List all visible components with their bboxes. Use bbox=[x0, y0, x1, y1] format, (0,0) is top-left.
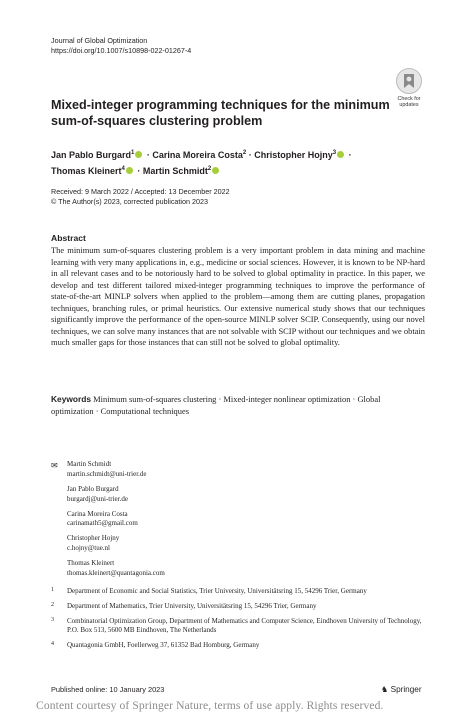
contact-email[interactable]: burgardj@uni-trier.de bbox=[67, 494, 128, 503]
affiliation-number: 4 bbox=[51, 641, 54, 648]
contact-email[interactable]: c.hojny@tue.nl bbox=[67, 544, 110, 553]
author-name[interactable]: Thomas Kleinert bbox=[51, 165, 122, 176]
affiliation-entry bbox=[51, 602, 431, 612]
publisher-name: Springer bbox=[390, 685, 422, 694]
abstract-text: The minimum sum-of-squares clustering problem is a very important problem in data mining and machine learning with very many applications in, e.g., medicine or social sciences. However, it is known to be NP-hard in all relevant cases and to be notoriously hard to be solved to global optimality in practice. In this paper, we develop and test different tailored mixed-integer programming techniques to improve the performance of state-of-the-art MINLP solvers when applied to the problem—among them are cutting planes, propagation techniques, branching rules, or primal heuristics. Our extensive numerical study shows that our techniques significantly improve the performance of the open-source MINLP solver SCIP. Consequently, using our novel techniques, we can solve many instances that are not solvable with SCIP without our techniques and we obtain much smaller gaps for those instances that can still not be solved to global optimality. bbox=[51, 245, 425, 347]
contact-email[interactable]: martin.schmidt@uni-trier.de bbox=[67, 469, 147, 478]
affiliation-entry bbox=[51, 587, 431, 597]
author-name[interactable]: Jan Pablo Burgard bbox=[51, 150, 132, 160]
affiliation-text: Department of Economic and Social Statistics, Trier University, Universitätsring 15, 54296 Trier, Germany bbox=[67, 587, 367, 595]
keywords-text: Minimum sum-of-squares clustering · Mixed-integer nonlinear optimization · Global optimization · Computational techniques bbox=[51, 394, 381, 416]
author-name[interactable]: Carina Moreira Costa bbox=[152, 150, 243, 160]
contact-entry bbox=[51, 460, 165, 479]
published-online: Published online: 10 January 2023 bbox=[51, 685, 165, 694]
badge-line2: updates bbox=[399, 102, 419, 108]
affiliation-number: 3 bbox=[51, 616, 54, 623]
paper-title: Mixed-integer programming techniques for the minimum sum-of-squares clustering problem bbox=[51, 98, 390, 128]
contact-entry bbox=[51, 534, 165, 553]
author-affil-marker: 3 bbox=[332, 150, 337, 156]
doi-link[interactable]: https://doi.org/10.1007/s10898-022-01267-4 bbox=[51, 46, 192, 55]
watermark-text: Content courtesy of Springer Nature, terms of use apply. Rights reserved. bbox=[36, 699, 384, 712]
affiliation-text: Quantagonia GmbH, Foellerweg 37, 61352 Bad Homburg, Germany bbox=[67, 641, 260, 650]
keywords-label: Keywords bbox=[51, 394, 92, 404]
contact-name: Carina Moreira Costa bbox=[67, 509, 128, 518]
contact-email[interactable]: thomas.kleinert@quantagonia.com bbox=[67, 568, 165, 577]
received-accepted: Received: 9 March 2022 / Accepted: 13 December 2022 bbox=[51, 187, 230, 196]
contact-entry bbox=[51, 510, 165, 529]
bookmark-icon bbox=[396, 68, 422, 94]
affiliation-number: 1 bbox=[51, 587, 54, 593]
journal-name: Journal of Global Optimization bbox=[51, 36, 148, 45]
contact-name: Martin Schmidt bbox=[67, 460, 112, 468]
copyright-line: © The Author(s) 2023, corrected publication 2023 bbox=[51, 197, 208, 206]
contact-entry bbox=[51, 559, 165, 578]
contact-name: Thomas Kleinert bbox=[67, 559, 115, 568]
affiliation-text: Department of Mathematics, Trier University, Universitätsring 15, 54296 Trier, Germany bbox=[67, 601, 317, 610]
contact-entry bbox=[51, 485, 165, 504]
affiliation-entry bbox=[51, 641, 431, 651]
springer-horse-icon: ♞ bbox=[381, 685, 389, 694]
author-affil-marker: 2 bbox=[242, 150, 247, 156]
keywords-section bbox=[51, 394, 425, 417]
contact-list bbox=[51, 460, 165, 584]
affiliation-number: 2 bbox=[51, 601, 54, 608]
orcid-icon[interactable] bbox=[135, 151, 142, 158]
orcid-icon[interactable] bbox=[212, 167, 219, 174]
author-affil-marker: 2 bbox=[207, 165, 212, 172]
author-name[interactable]: Martin Schmidt bbox=[142, 165, 208, 176]
orcid-icon[interactable] bbox=[337, 151, 344, 158]
badge-line1: Check for bbox=[397, 96, 421, 102]
publication-dates bbox=[51, 187, 230, 207]
contact-name: Christopher Hojny bbox=[67, 534, 120, 543]
affiliation-list bbox=[51, 587, 431, 656]
author-affil-marker: 4 bbox=[121, 165, 125, 172]
contact-name: Jan Pablo Burgard bbox=[67, 484, 119, 493]
contact-email[interactable]: carinamath5@gmail.com bbox=[67, 519, 138, 528]
author-list: Jan Pablo Burgard$^1$ · Carina Moreira Costa$^2$ · Christopher Hojny$^3$ · Thomas Kleinert$^4$ · Martin Schmidt$^2$ bbox=[51, 150, 352, 176]
orcid-icon[interactable] bbox=[126, 167, 133, 174]
author-name[interactable]: Christopher Hojny bbox=[254, 150, 333, 160]
abstract-heading: Abstract bbox=[51, 233, 86, 243]
author-affil-marker: 1 bbox=[131, 150, 135, 156]
affiliation-text: Combinatorial Optimization Group, Department of Mathematics and Computer Science, Eindhoven University of Technology, P.O. Box 513, 5600 MB Eindhoven, The Netherlands bbox=[67, 616, 422, 635]
journal-header bbox=[51, 36, 191, 56]
springer-logo[interactable] bbox=[381, 684, 422, 694]
affiliation-entry bbox=[51, 617, 431, 636]
mail-icon: ✉ bbox=[51, 461, 58, 470]
